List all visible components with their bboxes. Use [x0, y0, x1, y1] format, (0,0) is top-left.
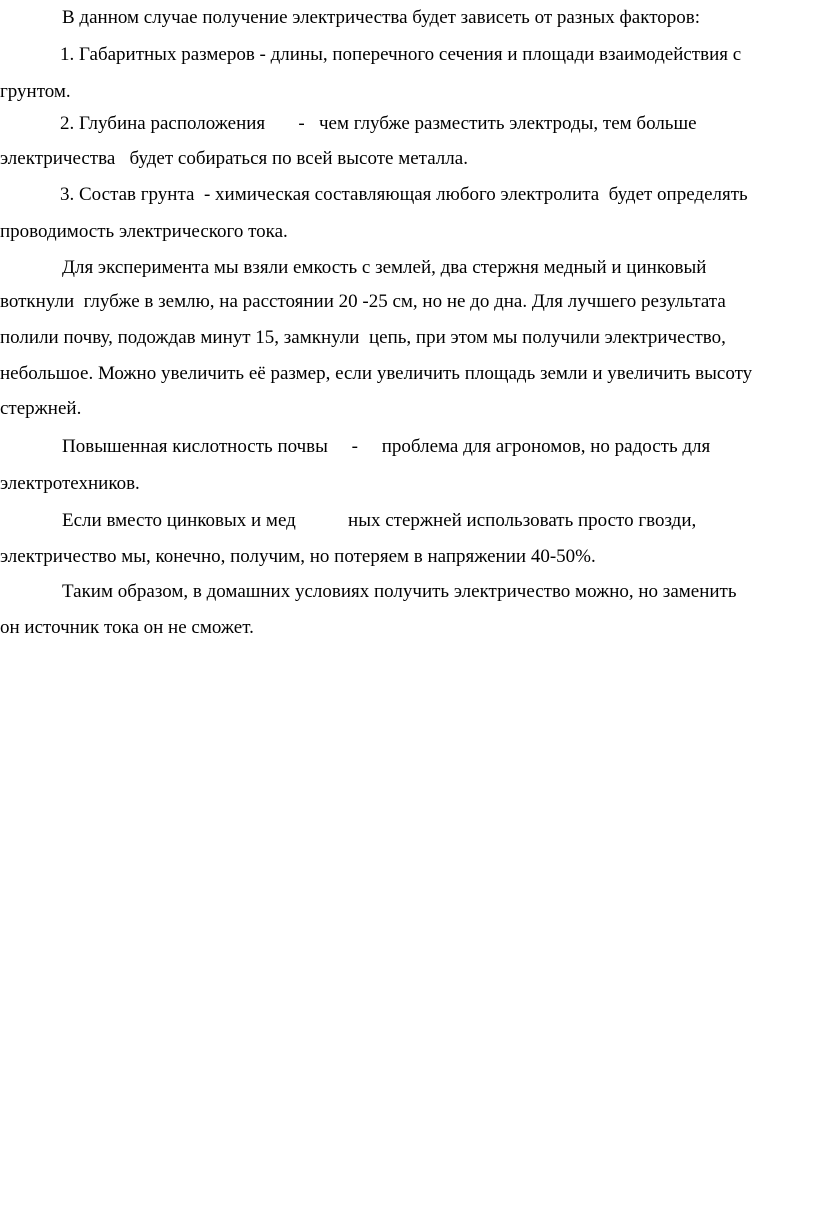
paragraph-6-line-2: электротехников. — [0, 473, 140, 494]
paragraph-1-line-1: В данном случае получение электричества будет зависеть от разных факторов: — [62, 7, 701, 28]
paragraph-8-line-1: Таким образом, в домашних условиях получить электричество можно, но заменить — [62, 581, 737, 602]
paragraph-5-line-5: стержней. — [0, 398, 82, 419]
paragraph-2-line-2: грунтом. — [0, 81, 71, 102]
paragraph-6-line-1: Повышенная кислотность почвы - проблема для агрономов, но радость для — [62, 436, 711, 457]
paragraph-3-line-2: электричества будет собираться по всей высоте металла. — [0, 148, 468, 169]
paragraph-2-line-1: 1. Габаритных размеров - длины, поперечного сечения и площади взаимодействия с — [60, 44, 742, 65]
paragraph-7-line-1: Если вместо цинковых и мед ных стержней использовать просто гвозди, — [62, 510, 697, 531]
paragraph-5-line-2: воткнули глубже в землю, на расстоянии 20 -25 см, но не до дна. Для лучшего результата — [0, 291, 726, 312]
paragraph-7-line-2: электричество мы, конечно, получим, но потеряем в напряжении 40-50%. — [0, 546, 596, 567]
paragraph-5-line-3: полили почву, подождав минут 15, замкнули цепь, при этом мы получили электричество, — [0, 327, 726, 348]
paragraph-8-line-2: он источник тока он не сможет. — [0, 617, 254, 638]
paragraph-5-line-1: Для эксперимента мы взяли емкость с землей, два стержня медный и цинковый — [62, 257, 707, 278]
paragraph-4-line-2: проводимость электрического тока. — [0, 221, 288, 242]
paragraph-3-line-1: 2. Глубина расположения - чем глубже разместить электроды, тем больше — [60, 113, 697, 134]
paragraph-5-line-4: небольшое. Можно увеличить её размер, если увеличить площадь земли и увеличить высоту — [0, 363, 753, 384]
paragraph-4-line-1: 3. Состав грунта - химическая составляющая любого электролита будет определять — [60, 184, 748, 205]
